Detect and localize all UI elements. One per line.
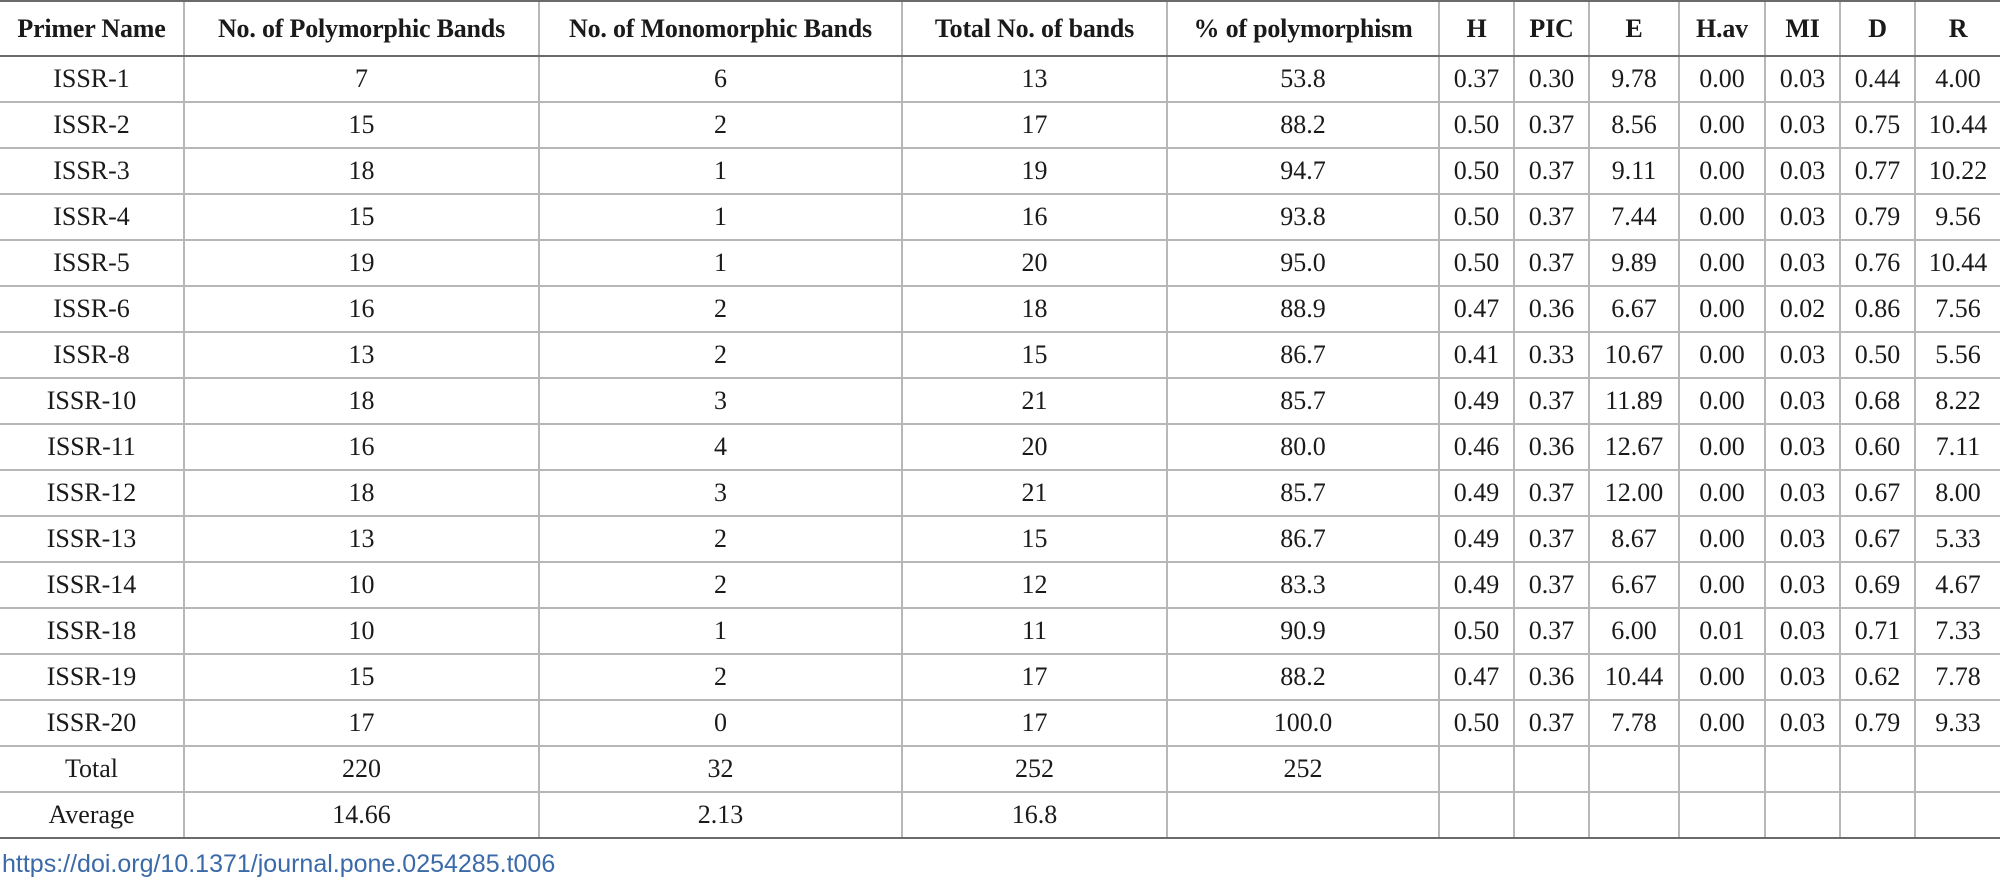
table-cell: 17 bbox=[902, 700, 1167, 746]
table-cell: 3 bbox=[539, 378, 902, 424]
table-cell: 14.66 bbox=[184, 792, 539, 838]
table-cell bbox=[1840, 746, 1915, 792]
table-cell: 0.03 bbox=[1765, 700, 1840, 746]
table-row bbox=[0, 792, 2000, 838]
row-label-cell: ISSR-10 bbox=[0, 378, 184, 424]
table-cell: 0.03 bbox=[1765, 102, 1840, 148]
table-cell: 15 bbox=[184, 102, 539, 148]
row-label-cell: ISSR-6 bbox=[0, 286, 184, 332]
table-cell: 0.00 bbox=[1679, 470, 1765, 516]
table-cell: 2.13 bbox=[539, 792, 902, 838]
table-cell: 7.56 bbox=[1915, 286, 2000, 332]
table-cell: 85.7 bbox=[1167, 378, 1439, 424]
table-cell: 0.37 bbox=[1514, 516, 1589, 562]
table-cell: 0.62 bbox=[1840, 654, 1915, 700]
table-cell: 16 bbox=[184, 286, 539, 332]
table-cell: 0.03 bbox=[1765, 654, 1840, 700]
table-cell: 15 bbox=[184, 654, 539, 700]
table-cell: 0.00 bbox=[1679, 562, 1765, 608]
table-cell: 0.37 bbox=[1514, 700, 1589, 746]
table-cell: 0.49 bbox=[1439, 470, 1514, 516]
table-cell bbox=[1589, 746, 1679, 792]
table-cell: 16.8 bbox=[902, 792, 1167, 838]
table-cell: 0.03 bbox=[1765, 378, 1840, 424]
row-label-cell: ISSR-2 bbox=[0, 102, 184, 148]
table-cell: 0.75 bbox=[1840, 102, 1915, 148]
table-cell: 0.50 bbox=[1439, 102, 1514, 148]
table-cell: 16 bbox=[902, 194, 1167, 240]
table-cell: 88.9 bbox=[1167, 286, 1439, 332]
table-cell: 0.79 bbox=[1840, 700, 1915, 746]
table-cell: 0.00 bbox=[1679, 332, 1765, 378]
table-cell: 0.02 bbox=[1765, 286, 1840, 332]
table-cell: 6.00 bbox=[1589, 608, 1679, 654]
table-cell: 13 bbox=[184, 516, 539, 562]
table-cell: 19 bbox=[184, 240, 539, 286]
table-cell: 8.22 bbox=[1915, 378, 2000, 424]
column-header: H bbox=[1439, 1, 1514, 56]
table-cell: 7 bbox=[184, 56, 539, 102]
table-cell: 0.03 bbox=[1765, 516, 1840, 562]
table-cell: 5.56 bbox=[1915, 332, 2000, 378]
table-cell: 0.37 bbox=[1514, 194, 1589, 240]
table-cell: 0.50 bbox=[1439, 148, 1514, 194]
table-cell: 0.00 bbox=[1679, 286, 1765, 332]
column-header: D bbox=[1840, 1, 1915, 56]
table-cell: 0.49 bbox=[1439, 378, 1514, 424]
table-cell bbox=[1439, 792, 1514, 838]
table-cell: 100.0 bbox=[1167, 700, 1439, 746]
table-row bbox=[0, 148, 2000, 194]
table-cell: 4.67 bbox=[1915, 562, 2000, 608]
table-cell: 0.44 bbox=[1840, 56, 1915, 102]
table-cell: 90.9 bbox=[1167, 608, 1439, 654]
row-label-cell: ISSR-5 bbox=[0, 240, 184, 286]
table-cell: 32 bbox=[539, 746, 902, 792]
table-cell: 9.56 bbox=[1915, 194, 2000, 240]
table-cell: 7.11 bbox=[1915, 424, 2000, 470]
table-cell: 0.49 bbox=[1439, 516, 1514, 562]
table-cell: 0.00 bbox=[1679, 102, 1765, 148]
table-cell: 1 bbox=[539, 240, 902, 286]
table-cell: 11.89 bbox=[1589, 378, 1679, 424]
table-cell bbox=[1167, 792, 1439, 838]
column-header: Total No. of bands bbox=[902, 1, 1167, 56]
table-cell: 0.03 bbox=[1765, 332, 1840, 378]
table-row bbox=[0, 746, 2000, 792]
table-cell: 0.00 bbox=[1679, 516, 1765, 562]
column-header: Primer Name bbox=[0, 1, 184, 56]
table-cell: 0.00 bbox=[1679, 148, 1765, 194]
table-cell: 2 bbox=[539, 516, 902, 562]
table-cell: 86.7 bbox=[1167, 332, 1439, 378]
table-cell: 9.33 bbox=[1915, 700, 2000, 746]
table-cell: 10.44 bbox=[1589, 654, 1679, 700]
table-cell: 0.00 bbox=[1679, 700, 1765, 746]
table-cell: 15 bbox=[184, 194, 539, 240]
table-cell: 0.03 bbox=[1765, 240, 1840, 286]
table-cell: 0.36 bbox=[1514, 424, 1589, 470]
table-cell: 0.36 bbox=[1514, 286, 1589, 332]
table-cell: 252 bbox=[1167, 746, 1439, 792]
table-cell: 10 bbox=[184, 562, 539, 608]
table-cell: 0.67 bbox=[1840, 516, 1915, 562]
table-cell: 0.00 bbox=[1679, 424, 1765, 470]
table-cell: 13 bbox=[902, 56, 1167, 102]
table-cell: 12.00 bbox=[1589, 470, 1679, 516]
table-cell: 2 bbox=[539, 286, 902, 332]
table-cell bbox=[1514, 792, 1589, 838]
table-cell: 21 bbox=[902, 470, 1167, 516]
table-cell: 5.33 bbox=[1915, 516, 2000, 562]
table-row bbox=[0, 194, 2000, 240]
table-cell: 8.00 bbox=[1915, 470, 2000, 516]
table-cell: 0.37 bbox=[1514, 608, 1589, 654]
table-cell: 0.37 bbox=[1514, 240, 1589, 286]
row-label-cell: ISSR-3 bbox=[0, 148, 184, 194]
table-cell: 83.3 bbox=[1167, 562, 1439, 608]
table-cell: 1 bbox=[539, 608, 902, 654]
table-cell: 7.78 bbox=[1589, 700, 1679, 746]
table-cell: 0.37 bbox=[1514, 378, 1589, 424]
table-cell: 0.50 bbox=[1439, 700, 1514, 746]
table-cell: 21 bbox=[902, 378, 1167, 424]
table-cell: 10.22 bbox=[1915, 148, 2000, 194]
table-cell: 9.89 bbox=[1589, 240, 1679, 286]
table-cell: 0.00 bbox=[1679, 56, 1765, 102]
table-cell: 16 bbox=[184, 424, 539, 470]
table-cell: 8.67 bbox=[1589, 516, 1679, 562]
table-cell: 0.03 bbox=[1765, 608, 1840, 654]
row-label-cell: ISSR-19 bbox=[0, 654, 184, 700]
table-cell: 19 bbox=[902, 148, 1167, 194]
table-cell: 10 bbox=[184, 608, 539, 654]
table-cell bbox=[1840, 792, 1915, 838]
table-cell: 11 bbox=[902, 608, 1167, 654]
table-row bbox=[0, 608, 2000, 654]
table-cell: 2 bbox=[539, 562, 902, 608]
table-cell bbox=[1589, 792, 1679, 838]
table-row bbox=[0, 700, 2000, 746]
table-cell bbox=[1915, 746, 2000, 792]
table-cell: 0.37 bbox=[1514, 470, 1589, 516]
table-cell: 15 bbox=[902, 516, 1167, 562]
table-cell: 0.50 bbox=[1439, 240, 1514, 286]
table-cell: 2 bbox=[539, 332, 902, 378]
table-cell: 12 bbox=[902, 562, 1167, 608]
table-cell: 0.01 bbox=[1679, 608, 1765, 654]
row-label-cell: Total bbox=[0, 746, 184, 792]
table-cell: 0.68 bbox=[1840, 378, 1915, 424]
table-row bbox=[0, 102, 2000, 148]
table-cell: 0.71 bbox=[1840, 608, 1915, 654]
table-cell: 0.47 bbox=[1439, 654, 1514, 700]
table-body bbox=[0, 56, 2000, 838]
column-header: R bbox=[1915, 1, 2000, 56]
row-label-cell: ISSR-14 bbox=[0, 562, 184, 608]
table-row bbox=[0, 56, 2000, 102]
table-cell: 220 bbox=[184, 746, 539, 792]
table-cell: 6 bbox=[539, 56, 902, 102]
doi-link[interactable]: https://doi.org/10.1371/journal.pone.0254285.t006 bbox=[2, 850, 556, 878]
table-cell: 88.2 bbox=[1167, 102, 1439, 148]
row-label-cell: ISSR-1 bbox=[53, 64, 130, 93]
table-cell: 0.03 bbox=[1765, 424, 1840, 470]
table-cell: 0.47 bbox=[1439, 286, 1514, 332]
table-cell: 0.60 bbox=[1840, 424, 1915, 470]
table-row bbox=[0, 654, 2000, 700]
row-label-cell: ISSR-12 bbox=[0, 470, 184, 516]
table-cell: 0.37 bbox=[1514, 562, 1589, 608]
table-cell bbox=[1439, 746, 1514, 792]
table-cell bbox=[1765, 792, 1840, 838]
table-row bbox=[0, 240, 2000, 286]
table-cell: 7.44 bbox=[1589, 194, 1679, 240]
table-cell: 6.67 bbox=[1589, 562, 1679, 608]
table-cell: 18 bbox=[184, 148, 539, 194]
table-cell: 0.00 bbox=[1679, 194, 1765, 240]
table-cell: 0 bbox=[539, 700, 902, 746]
column-header: H.av bbox=[1679, 1, 1765, 56]
table-cell: 93.8 bbox=[1167, 194, 1439, 240]
table-cell: 0.86 bbox=[1840, 286, 1915, 332]
table-cell: 0.30 bbox=[1514, 56, 1589, 102]
table-cell: 88.2 bbox=[1167, 654, 1439, 700]
table-cell: 0.37 bbox=[1439, 56, 1514, 102]
table-cell: 15 bbox=[902, 332, 1167, 378]
table-cell: 95.0 bbox=[1167, 240, 1439, 286]
table-row bbox=[0, 562, 2000, 608]
table-cell: 0.69 bbox=[1840, 562, 1915, 608]
table-cell: 7.33 bbox=[1915, 608, 2000, 654]
table-cell: 12.67 bbox=[1589, 424, 1679, 470]
table-row bbox=[0, 470, 2000, 516]
table-row bbox=[0, 516, 2000, 562]
table-cell: 0.03 bbox=[1765, 148, 1840, 194]
table-cell: 9.11 bbox=[1589, 148, 1679, 194]
table-cell: 53.8 bbox=[1167, 56, 1439, 102]
table-cell: 18 bbox=[184, 470, 539, 516]
table-cell: 94.7 bbox=[1167, 148, 1439, 194]
table-cell: 0.50 bbox=[1840, 332, 1915, 378]
table-cell: 0.67 bbox=[1840, 470, 1915, 516]
table-row bbox=[0, 378, 2000, 424]
table-cell: 17 bbox=[902, 102, 1167, 148]
table-cell: 18 bbox=[184, 378, 539, 424]
table-cell: 0.41 bbox=[1439, 332, 1514, 378]
table-cell: 10.44 bbox=[1915, 240, 2000, 286]
table-cell: 0.50 bbox=[1439, 194, 1514, 240]
row-label-cell: ISSR-13 bbox=[0, 516, 184, 562]
table-cell: 17 bbox=[902, 654, 1167, 700]
table-cell: 252 bbox=[902, 746, 1167, 792]
table-cell bbox=[1679, 746, 1765, 792]
table-cell: 0.03 bbox=[1765, 562, 1840, 608]
row-label-cell: ISSR-11 bbox=[0, 424, 184, 470]
table-cell: 10.44 bbox=[1915, 102, 2000, 148]
table-cell: 0.37 bbox=[1514, 102, 1589, 148]
table-cell: 85.7 bbox=[1167, 470, 1439, 516]
table-cell: 0.00 bbox=[1679, 654, 1765, 700]
table-row bbox=[0, 424, 2000, 470]
table-cell: 0.50 bbox=[1439, 608, 1514, 654]
table-cell: 1 bbox=[539, 194, 902, 240]
table-cell: 0.03 bbox=[1765, 470, 1840, 516]
column-header: MI bbox=[1765, 1, 1840, 56]
table-cell: 18 bbox=[902, 286, 1167, 332]
table-cell: 0.46 bbox=[1439, 424, 1514, 470]
table-cell: 2 bbox=[539, 102, 902, 148]
table-cell: 0.03 bbox=[1765, 194, 1840, 240]
table-cell: 0.37 bbox=[1514, 148, 1589, 194]
column-header: E bbox=[1589, 1, 1679, 56]
row-label-cell: ISSR-18 bbox=[0, 608, 184, 654]
table-cell bbox=[1514, 746, 1589, 792]
table-cell: 2 bbox=[539, 654, 902, 700]
column-header: PIC bbox=[1514, 1, 1589, 56]
table-cell: 4.00 bbox=[1915, 56, 2000, 102]
table-cell bbox=[1765, 746, 1840, 792]
table-cell: 20 bbox=[902, 240, 1167, 286]
column-header: % of polymorphism bbox=[1167, 1, 1439, 56]
table-cell: 9.78 bbox=[1589, 56, 1679, 102]
column-header: No. of Polymorphic Bands bbox=[184, 1, 539, 56]
row-label-cell: Average bbox=[0, 792, 184, 838]
table-cell: 6.67 bbox=[1589, 286, 1679, 332]
table-cell: 0.00 bbox=[1679, 240, 1765, 286]
table-cell: 4 bbox=[539, 424, 902, 470]
table-cell: 3 bbox=[539, 470, 902, 516]
row-label-cell: ISSR-4 bbox=[0, 194, 184, 240]
table-cell: 8.56 bbox=[1589, 102, 1679, 148]
table-cell: 1 bbox=[539, 148, 902, 194]
table-cell: 86.7 bbox=[1167, 516, 1439, 562]
table-cell: 0.77 bbox=[1840, 148, 1915, 194]
table-cell: 0.76 bbox=[1840, 240, 1915, 286]
table-cell bbox=[1915, 792, 2000, 838]
table-cell: 80.0 bbox=[1167, 424, 1439, 470]
table-cell: 0.79 bbox=[1840, 194, 1915, 240]
table-cell: 13 bbox=[184, 332, 539, 378]
table-cell: 0.03 bbox=[1765, 56, 1840, 102]
table-row bbox=[0, 332, 2000, 378]
table-cell: 7.78 bbox=[1915, 654, 2000, 700]
table-cell: 17 bbox=[184, 700, 539, 746]
table-header-row bbox=[0, 1, 2000, 56]
table-cell: 0.00 bbox=[1679, 378, 1765, 424]
column-header: No. of Monomorphic Bands bbox=[539, 1, 902, 56]
table-cell: 0.33 bbox=[1514, 332, 1589, 378]
table-row bbox=[0, 286, 2000, 332]
table-cell: 10.67 bbox=[1589, 332, 1679, 378]
row-label-cell: ISSR-8 bbox=[0, 332, 184, 378]
table-cell: 0.36 bbox=[1514, 654, 1589, 700]
row-label-cell: ISSR-20 bbox=[0, 700, 184, 746]
table-cell: 20 bbox=[902, 424, 1167, 470]
table-cell: 0.49 bbox=[1439, 562, 1514, 608]
table-cell bbox=[1679, 792, 1765, 838]
